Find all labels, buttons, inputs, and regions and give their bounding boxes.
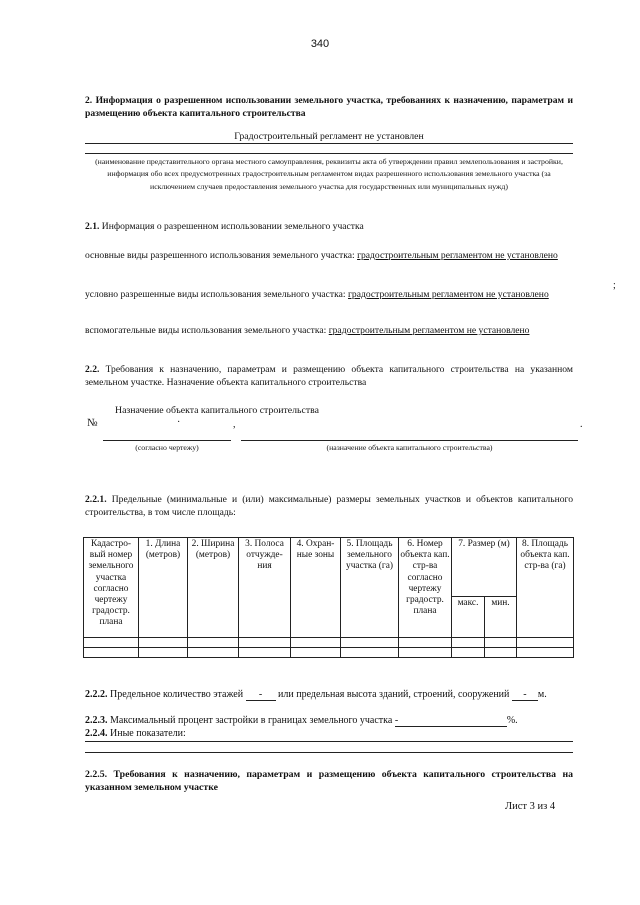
height-value: -	[512, 689, 538, 701]
caption-right: (назначение объекта капитального строительства)	[326, 443, 493, 452]
table-cell	[84, 648, 139, 658]
header-object-area: 8. Площадь объекта кап. стр-ва (га)	[517, 538, 574, 638]
table-cell	[485, 648, 517, 658]
table-cell	[188, 638, 239, 648]
table-cell	[84, 638, 139, 648]
table-cell	[291, 638, 341, 648]
coverage-label: Максимальный процент застройки в границах земельного участка	[110, 715, 393, 726]
auxiliary-uses-label: вспомогательные виды использования земельного участка:	[85, 325, 327, 336]
table-row	[84, 638, 574, 648]
header-object-number: 6. Номер объекта кап. стр-ва согласно чертежу градостр. плана	[399, 538, 452, 638]
purpose-label: Назначение объекта капитального строительства	[115, 405, 319, 416]
rule-line	[85, 741, 573, 742]
table-cell	[452, 648, 485, 658]
conditional-uses-label: условно разрешенные виды использования земельного участка:	[85, 289, 346, 300]
section-2-2-5-title: 2.2.5. Требования к назначению, параметрам и размещению объекта капитального строительства на указанном земельном участке	[85, 769, 573, 793]
other-indicators-label: Иные показатели:	[110, 728, 186, 739]
number-sign: №	[87, 417, 98, 429]
auxiliary-uses	[85, 324, 573, 337]
header-length: 1. Длина (метров)	[139, 538, 188, 638]
table-cell	[341, 638, 399, 648]
section-2-2-1-text: Предельные (минимальные и (или) максимальные) размеры земельных участков и объектов капитального строительства, в том числе площадь:	[85, 494, 573, 518]
section-num: 2.2.4.	[85, 728, 108, 739]
drawing-number-line	[103, 440, 231, 441]
header-plot-area: 5. Площадь земельного участка (га)	[341, 538, 399, 638]
section-2-2-2	[85, 689, 585, 701]
section-num: 2.2.	[85, 364, 100, 375]
table-cell	[239, 648, 291, 658]
comma-mark: ,	[233, 419, 236, 430]
dot-mark: .	[580, 419, 583, 430]
header-cadastral: Кадастро-вый номер земельного участка согласно чертежу градостр. плана	[84, 538, 139, 638]
section-2-2-1	[85, 493, 573, 519]
section-2-title: 2. Информация о разрешенном использовании земельного участка, требованиях к назначению, параметрам и размещению объекта капитального строительства	[85, 95, 573, 119]
purpose-line	[241, 440, 578, 441]
section-2-1-heading	[85, 220, 573, 233]
auxiliary-uses-value: градостроительным регламентом не установлено	[328, 325, 530, 336]
section-num: 2.2.2.	[85, 689, 108, 700]
conditional-uses-value: градостроительным регламентом не установлено	[347, 289, 549, 300]
header-size-min: мин.	[485, 597, 517, 638]
table-row	[84, 648, 574, 658]
main-uses	[85, 249, 573, 262]
section-2-2-3	[85, 715, 573, 727]
header-width: 2. Ширина (метров)	[188, 538, 239, 638]
table-cell	[188, 648, 239, 658]
table-header-row	[84, 538, 574, 597]
main-uses-label: основные виды разрешенного использования земельного участка:	[85, 250, 355, 261]
table-cell	[399, 648, 452, 658]
table-cell	[139, 648, 188, 658]
header-size: 7. Размер (м)	[452, 538, 517, 597]
sheet-number: Лист 3 из 4	[505, 801, 556, 812]
table-cell	[485, 638, 517, 648]
conditional-uses	[85, 288, 573, 301]
section-num: 2.2.3.	[85, 715, 108, 726]
regulation-value: Градостроительный регламент не установлен	[85, 131, 573, 144]
rule-line	[85, 752, 573, 753]
parameters-table	[83, 537, 574, 658]
header-size-max: макс.	[452, 597, 485, 638]
section-2-2-4	[85, 728, 573, 739]
floors-label: Предельное количество этажей	[110, 689, 244, 700]
table-cell	[399, 638, 452, 648]
header-protected-zones: 4. Охран-ные зоны	[291, 538, 341, 638]
height-label: или предельная высота зданий, строений, сооружений	[278, 689, 510, 700]
section-2-2-text: Требования к назначению, параметрам и размещению объекта капитального строительства на указанном земельном участке. Назначение объекта капитального строительства	[85, 364, 573, 388]
header-exclusion-strip: 3. Полоса отчужде-ния	[239, 538, 291, 638]
table-cell	[139, 638, 188, 648]
table-cell	[517, 638, 574, 648]
floors-value: -	[246, 689, 276, 701]
section-2-2	[85, 363, 573, 389]
section-num: 2.2.1.	[85, 494, 107, 505]
coverage-unit: %.	[506, 715, 518, 726]
regulation-note: (наименование представительного органа местного самоуправления, реквизиты акта об утверждении правил землепользования и застройки, информация обо всех предусмотренных градостроительным регламентом видах разрешенного использования земельного участка (за исключением случаев предоставления земельного участка для государственных или муниципальных нужд)	[95, 157, 563, 191]
page-number: 340	[310, 38, 330, 50]
side-mark: ;	[613, 280, 616, 291]
section-num: 2.1.	[85, 221, 100, 232]
table-cell	[239, 638, 291, 648]
tick-mark: ·	[177, 417, 181, 428]
table-cell	[341, 648, 399, 658]
main-uses-value: градостроительным регламентом не установлено	[357, 250, 558, 261]
coverage-value: -	[395, 715, 507, 727]
section-title: Информация о разрешенном использовании земельного участка	[101, 221, 364, 232]
table-cell	[517, 648, 574, 658]
table-cell	[452, 638, 485, 648]
height-unit: м.	[537, 689, 547, 700]
rule-line	[85, 153, 573, 154]
table-cell	[291, 648, 341, 658]
caption-left: (согласно чертежу)	[135, 443, 199, 452]
